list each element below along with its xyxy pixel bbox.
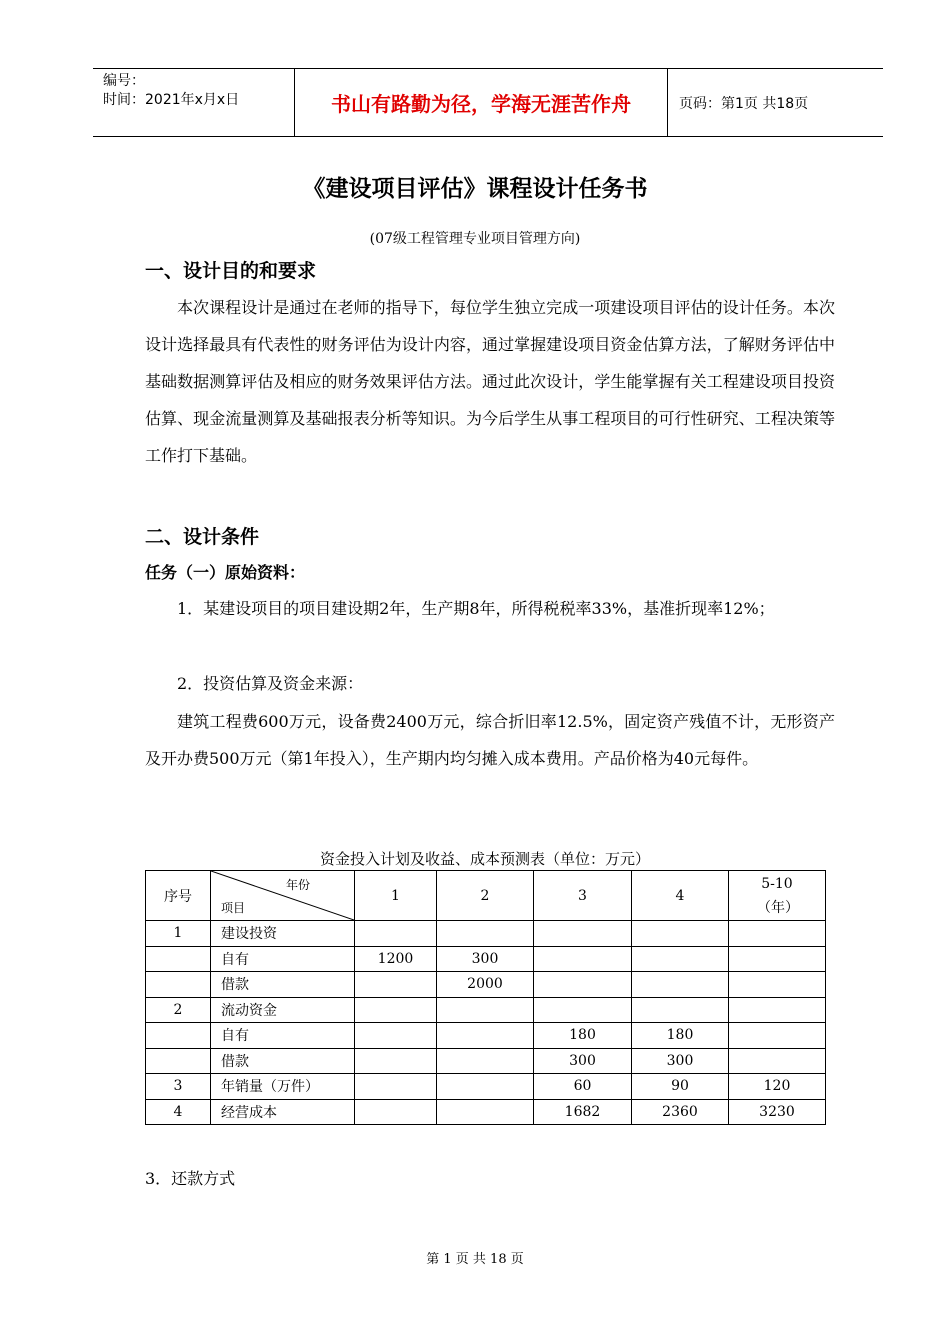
header-divider xyxy=(667,69,668,136)
table-row xyxy=(146,946,826,972)
value-cell xyxy=(632,946,729,972)
diag-item-label: 项目 xyxy=(221,901,246,915)
value-cell xyxy=(729,1023,826,1049)
year-header: 3 xyxy=(534,871,632,921)
item-cell: 借款 xyxy=(211,972,355,998)
value-cell xyxy=(437,1048,534,1074)
value-cell: 120 xyxy=(729,1074,826,1100)
table-row xyxy=(146,1099,826,1125)
value-cell xyxy=(534,946,632,972)
page-footer: 第 1 页 共 18 页 xyxy=(426,1252,524,1267)
page-header xyxy=(93,68,883,137)
document-title: 《建设项目评估》课程设计任务书 xyxy=(302,176,648,202)
value-cell: 300 xyxy=(632,1048,729,1074)
col-seq-header: 序号 xyxy=(146,871,211,921)
seq-cell: 3 xyxy=(146,1074,211,1100)
table-header-row xyxy=(146,871,826,921)
seq-cell xyxy=(146,946,211,972)
seq-cell: 1 xyxy=(146,921,211,947)
seq-cell xyxy=(146,1023,211,1049)
diag-year-label: 年份 xyxy=(285,878,310,892)
table-row xyxy=(146,997,826,1023)
year-header: 4 xyxy=(632,871,729,921)
item-cell: 借款 xyxy=(211,1048,355,1074)
value-cell: 60 xyxy=(534,1074,632,1100)
item1-text: 1．某建设项目的项目建设期2年，生产期8年，所得税税率33%，基准折现率12%； xyxy=(177,599,775,618)
item-cell: 流动资金 xyxy=(211,997,355,1023)
item2-detail: 建筑工程费600万元，设备费2400万元，综合折旧率12.5%，固定资产残值不计，无形资产及开办费500万元（第1年投入），生产期内均匀摊入成本费用。产品价格为40元每件。 xyxy=(145,712,835,768)
value-cell xyxy=(355,1048,437,1074)
value-cell xyxy=(729,997,826,1023)
value-cell xyxy=(534,972,632,998)
value-cell: 2360 xyxy=(632,1099,729,1125)
value-cell: 180 xyxy=(534,1023,632,1049)
table-row xyxy=(146,921,826,947)
value-cell: 1682 xyxy=(534,1099,632,1125)
value-cell xyxy=(632,972,729,998)
value-cell: 300 xyxy=(534,1048,632,1074)
value-cell xyxy=(729,946,826,972)
value-cell: 180 xyxy=(632,1023,729,1049)
seq-cell xyxy=(146,972,211,998)
value-cell xyxy=(729,972,826,998)
value-cell xyxy=(355,1099,437,1125)
document-subtitle: (07级工程管理专业项目管理方向) xyxy=(369,231,581,247)
table-row xyxy=(146,972,826,998)
value-cell xyxy=(437,997,534,1023)
seq-cell: 2 xyxy=(146,997,211,1023)
table-row xyxy=(146,1074,826,1100)
item-cell: 建设投资 xyxy=(211,921,355,947)
header-page-label: 页码：第1页 共18页 xyxy=(679,95,809,112)
value-cell: 90 xyxy=(632,1074,729,1100)
value-cell xyxy=(437,1074,534,1100)
value-cell xyxy=(355,1074,437,1100)
item-cell: 经营成本 xyxy=(211,1099,355,1125)
item-cell: 年销量（万件） xyxy=(211,1074,355,1100)
value-cell xyxy=(534,921,632,947)
value-cell xyxy=(534,997,632,1023)
time-label: 时间：2021年x月x日 xyxy=(103,92,240,108)
seq-cell: 4 xyxy=(146,1099,211,1125)
value-cell xyxy=(355,997,437,1023)
value-cell xyxy=(632,997,729,1023)
section1-paragraph: 本次课程设计是通过在老师的指导下，每位学生独立完成一项建设项目评估的设计任务。本次设计选择最具有代表性的财务评估为设计内容，通过掌握建设项目资金估算方法，了解财务评估中基础数据测算评估及相应的财务效果评估方法。通过此次设计，学生能掌握有关工程建设项目投资估算、现金流量测算及基础报表分析等知识。为今后学生从事工程项目的可行性研究、工程决策等工作打下基础。 xyxy=(145,298,835,465)
year-header: 1 xyxy=(355,871,437,921)
value-cell xyxy=(729,921,826,947)
value-cell xyxy=(729,1048,826,1074)
value-cell: 3230 xyxy=(729,1099,826,1125)
value-cell: 2000 xyxy=(437,972,534,998)
header-motto: 书山有路勤为径，学海无涯苦作舟 xyxy=(331,92,631,116)
item-cell: 自有 xyxy=(211,946,355,972)
value-cell xyxy=(437,921,534,947)
value-cell: 300 xyxy=(437,946,534,972)
table-caption: 资金投入计划及收益、成本预测表（单位：万元） xyxy=(319,850,650,868)
value-cell xyxy=(437,1023,534,1049)
task-heading: 任务（一）原始资料： xyxy=(145,563,306,582)
section2-heading: 二、设计条件 xyxy=(145,526,260,548)
table-row xyxy=(146,1048,826,1074)
item2-text: 2．投资估算及资金来源： xyxy=(177,674,364,693)
forecast-table xyxy=(145,870,826,1125)
item-cell: 自有 xyxy=(211,1023,355,1049)
item3-text: 3．还款方式 xyxy=(145,1169,236,1188)
value-cell xyxy=(632,921,729,947)
value-cell: 1200 xyxy=(355,946,437,972)
table-body xyxy=(146,921,826,1125)
header-info xyxy=(103,72,239,110)
diagonal-header-cell xyxy=(211,871,355,921)
number-label: 编号： xyxy=(103,73,145,89)
value-cell xyxy=(355,972,437,998)
year-header: 2 xyxy=(437,871,534,921)
table-row xyxy=(146,1023,826,1049)
value-cell xyxy=(437,1099,534,1125)
seq-cell xyxy=(146,1048,211,1074)
value-cell xyxy=(355,921,437,947)
section1-heading: 一、设计目的和要求 xyxy=(145,260,317,282)
value-cell xyxy=(355,1023,437,1049)
year-header: 5-10（年） xyxy=(729,871,826,921)
